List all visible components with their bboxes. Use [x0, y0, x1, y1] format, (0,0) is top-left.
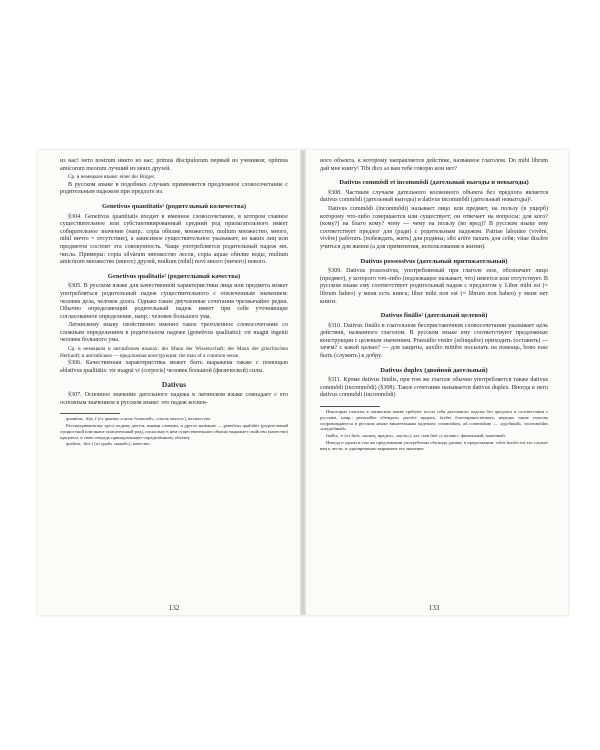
footnote: qualitas, -ātis f (от qualis «какой»), качество. — [66, 441, 151, 447]
paragraph-311: §311. Кроме dativus finālis, при том же глаголе обычно употребляется также dativus commŏdi (incommŏdi) (§308). Такое сочетание называется dativus duplex. Иногда в него dativus commŏdi (incommŏdi) — [320, 377, 548, 399]
paragraph-305b: Латинскому языку свойственно именно такое трехчленное словосочетание со сложным определением в родительном падеже (genetivus qualitatis): vir magni ingenii человек большого ума. — [60, 322, 288, 344]
heading-genetivus-quantitatis: Genetivus quantitatis¹ (родительный количества) — [101, 202, 247, 210]
footnote: Некоторые глаголы в латинском языке требуют после себя дательного падежа без предлога в соответствии с русским, напр.: persuadēre убеждать, parcĕre щадить, favēre благоприятствовать; нередко такие глаголы сопровождаются в русском языке винительным падежом: commŏdum, ad commŏdum — «удобный», incommŏdus «неудобный». — [320, 409, 548, 432]
page-number-left: 132 — [168, 604, 180, 612]
footnote: quantitas, -ātis, f (от quantus «сколь большой», «сколь много»), количество. — [66, 416, 212, 422]
book-spread — [38, 150, 568, 615]
left-page-body — [60, 158, 288, 407]
heading-dativus: Dativus — [161, 380, 187, 390]
paragraph-308: §308. Частным случаем дательного косвенного объекта без предлога является dativus commŏdi (дательный выгоды) и dativus incommŏdi (дательный невыгоды)¹. — [320, 189, 548, 204]
paragraph-305: §305. В русском языке для качественной характеристики лица или предмета может употребляться родительный падеж существительного с отвлеченным значением: человек дела, человек долга. Однако такие двучленные сочетания чрезвычайно редки. Обычно определяющий родительный падеж имеет при себе уточняющее согласованное определение, напр.: человек большого ума. — [60, 283, 288, 320]
heading-dativus-commodi: Dativus commŏdi et incommŏdi (дательный выгоды и невыгоды) — [339, 179, 529, 187]
left-intro-paragraph: В русском языке в подобных случаях применяется предложное словосочетание с родительным падежом при предлоге из. — [60, 181, 288, 196]
compare-305: Ср. в немецком и английском языках: der Mann der Wissenschaft; der Mann der griechischen Herkunft; в английском — предложная конструкция: the man of a common sense. — [60, 346, 288, 359]
paragraph-306: §306. Качественная характеристика может быть выражена также с помощью ablatīvus qualitātis: vir magnā vi (corporis) человек большой (физической) силы. — [60, 360, 288, 374]
book-gutter — [300, 150, 306, 615]
paragraph-307: §307. Основное значение дательного падежа в латинском языке совпадает с его основным значением в русском языке: это падеж косвен- — [60, 392, 288, 406]
right-page-body — [320, 158, 548, 400]
left-compare-line: Ср. в немецком языке: einer der Bürger. — [68, 174, 156, 181]
paragraph-308b: Dativus commŏdi (incommŏdi) называет лицо или предмет, на пользу (в ущерб) которому что-либо совершается или существует; он отвечает на вопросы: для кого? (кому?) на благо кому? чему — чему на пользу (во вред)? В русском языке ему соответствует предлог для (ради) с родительным падежом. Patriae laborāre (vivĕre, vivĕre) работать (побеждать, жить) для родины; sibi агёге пахать для себя; vitae discĕre учиться для жизни (а для применения, использования в жизни). — [320, 205, 548, 250]
right-footnotes — [320, 409, 548, 452]
right-page — [320, 158, 548, 612]
footnote: Рассматриваемому здесь падежу дается, иными словами, и другое название — genetīvus qualitātis (родительный сущностной или иначе описательный род), поскольку в нём существительное обычно выражает свойство (качество) предмета, в свою очередь принадлежащее определённому объекту. — [60, 423, 288, 440]
left-top-line: из нас! нето nostrum никто из нас; primus discipulorum первый из учеников; optimus amicorum meorum лучший из моих друзей. — [60, 158, 288, 172]
heading-dativus-duplex: Dativus duplex (двойной дательный) — [380, 366, 488, 374]
left-page — [60, 158, 288, 612]
left-footnotes — [60, 416, 288, 447]
right-top-line: ного объекта, к которому направляется действие, названное глаголом. Do mihi librum дай мне книгу! Tibi dico аз вам тебе говорю или нет? — [320, 158, 548, 172]
heading-dativus-finalis: Dativus finālis² (дательный целевой) — [380, 312, 488, 320]
page-number-right: 133 — [428, 604, 440, 612]
footnote-rule — [320, 406, 380, 407]
heading-genetivus-qualitatis: Genetivus qualitatis² (родительный качества) — [107, 272, 241, 280]
paragraph-310: §310. Dativus finālis в глагольном бесприставочном словосочетании указывает цель действия, названного глаголом. В русском языке ему соответствуют предложные конструкции с целевым значением. Praesidio venīre (relinquĕre) приходить (оставить) — зачем? с какой целью? — для защиты, auxilio mittĕre посылать на помощь, bono esse быть (служить) к добру. — [320, 322, 548, 360]
paragraph-304: §304. Genetivus quantitatis входит в именное словосочетание, в котором главное существительное или субстантивированный средний род прилагательного имеет собирательное значение (напр.: copia обилие, множество, multum множество, много, nihil ничто = отсутствие), а зависимое существительное указывает, из каких лиц или предметов состоит эта совокупность. Чаще употребляется родительный падеж мн. числа. Примеры: copia silvārum множество лесов, copia aquae обилие воды, multum amicōrum множество (много) друзей, multum (nihil) novi много (ничего) нового. — [60, 213, 288, 266]
footnote: finālis, -e (от finis, «конец, предел», «цель»), лат. cum finĕ «с целью»: финальный, конечный. — [326, 433, 506, 439]
heading-dativus-possessivus: Dativus possessīvus (дательный притяжательный) — [360, 257, 508, 265]
paragraph-309: §309. Dativus possessīvus, употребляемый при глаголе esse, обозначает лицо (предмет), у которого что-либо (подлежащее называет, что) имеется или отсутствует. В русском языке ему соответствует родительный падеж с предлогом у. Liber mihi est (= librum habeo) у меня есть книга; liber mihi non est (= librum non habeo) у меня нет книги. — [320, 268, 548, 305]
footnote-rule — [60, 413, 120, 414]
footnote: Иногда в одном и том же предложении употреблены оба вида датива; в предложении: vobis honōri est это служит вам к чести, и одновременно выражают его значение. — [320, 440, 548, 451]
